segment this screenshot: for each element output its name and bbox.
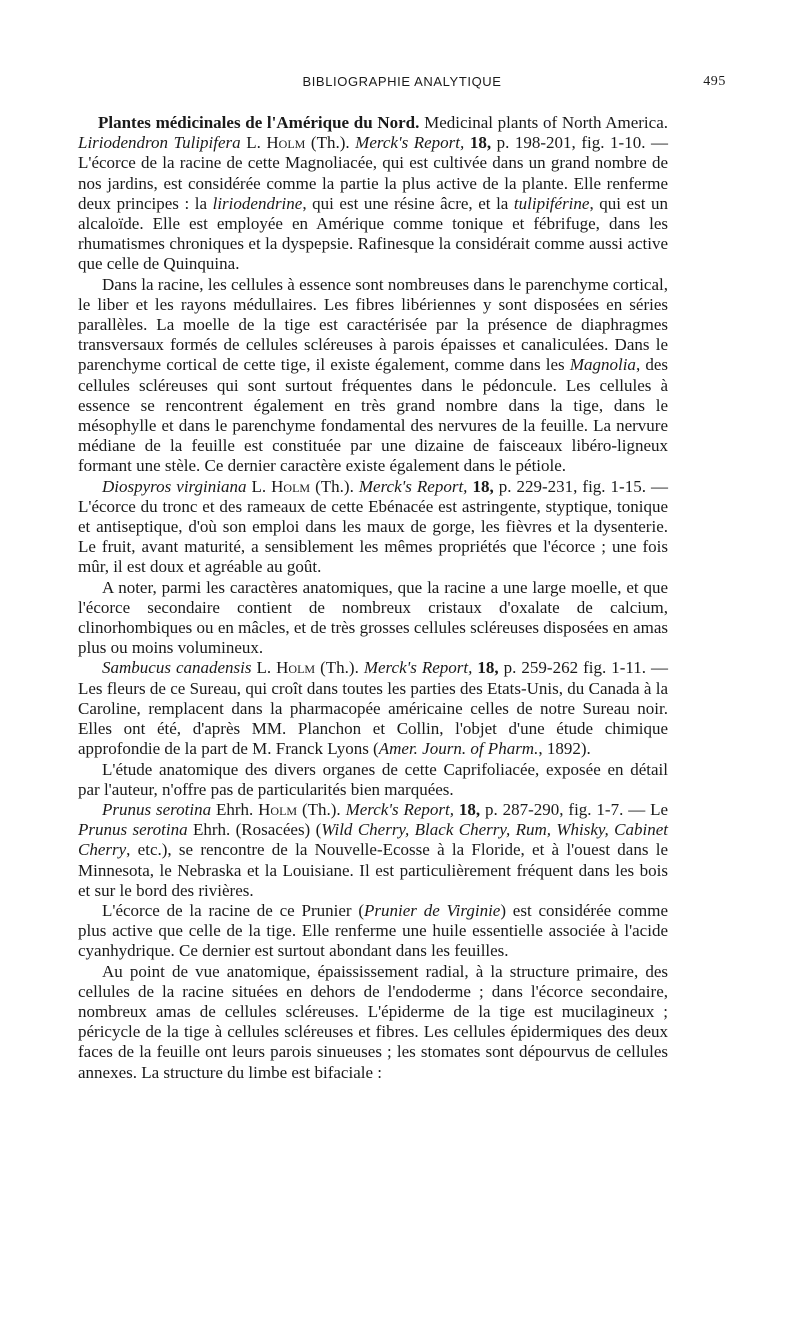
text-run: Dans la racine, les cellules à essence sont nombreuses dans le parenchyme cortical, le liber et les rayons médullaires. Les fibres libériennes y sont disposées en séries parallèles. La moelle de la tige est caractérisée par la présence de diaphragmes transversaux formés de cellules scléreuses à parois épaisses et canaliculées. Dans le parenchyme cortical de cette tige, il existe également, comme dans les	[78, 274, 668, 375]
text-run: p. 229-231, fig. 1-15. — L'écorce du tronc et des rameaux de cette Ebénacée est astringente, styptique, tonique et antiseptique, d'où son emploi dans les maux de gorge, les fièvres et la dysenterie. Le fruit, avant maturité, a sensiblement les mêmes propriétés que l'écorce ; une fois mûr, il est doux et agréable au goût.	[78, 476, 668, 577]
common-name: Prunier de Virginie	[364, 900, 501, 920]
body-text	[78, 113, 668, 1083]
author-name: Holm	[258, 799, 298, 819]
journal-name: Merck's Report,	[355, 133, 465, 153]
species-name: Prunus serotina	[102, 799, 212, 819]
species-name: Prunus serotina	[78, 820, 188, 840]
paragraph-anatomy-sambucus	[78, 760, 668, 800]
species-name: Diospyros virginiana	[102, 476, 247, 496]
running-head	[78, 74, 726, 96]
paragraph-anatomy-liriodendron	[78, 275, 668, 477]
page-number: 495	[703, 74, 726, 89]
text-run: p. 287-290, fig. 1-7. — Le	[480, 799, 669, 819]
paragraph-sambucus	[78, 658, 668, 759]
journal-name: Merck's Report,	[345, 799, 454, 819]
text-run: , 1892).	[538, 739, 591, 759]
text-run: L'écorce de la racine de ce Prunier (	[102, 900, 365, 920]
text-run: , des cellules scléreuses qui sont surtout fréquentes dans le pédoncule. Les cellules à essence se rencontrent également en très grand nombre dans la tige, dans le mésophylle et dans le parenchyme fondamental des nervures de la feuille. La nervure médiane de la feuille est constituée par une dizaine de faisceaux libéro-ligneux formant une stèle. Ce dernier caractère existe également dans le pétiole.	[78, 355, 668, 476]
common-names: Wild Cherry, Black Cherry, Rum, Whisky, Cabinet Cherry	[78, 820, 668, 860]
author-name: Holm	[271, 476, 311, 496]
volume-number: 18,	[458, 799, 481, 819]
journal-reference: Amer. Journ. of Pharm.	[378, 739, 539, 759]
text-run: Ehrh.	[211, 799, 259, 819]
text-run: , etc.), se rencontre de la Nouvelle-Ecosse à la Floride, et à l'ouest dans le Minnesota, le Nebraska et la Louisiane. Il est particulièrement fréquent dans les bois et sur le bord des rivières.	[78, 840, 668, 900]
text-run: L.	[246, 476, 272, 496]
author-name: Holm	[276, 658, 316, 678]
paragraph-diospyros	[78, 477, 668, 578]
compound-name: liriodendrine	[212, 193, 303, 213]
volume-number: 18,	[469, 133, 492, 153]
author-name: Holm	[266, 133, 306, 153]
text-run: Au point de vue anatomique, épaississement radial, à la structure primaire, des cellules de la racine situées en dehors de l'endoderme ; dans l'écorce secondaire, nombreux amas de cellules scléreuses. L'épiderme de la tige est mucilagineux ; péricycle de la tige à cellules scléreuses et fibres. Les cellules épidermiques des deux faces de la feuille ont leurs parois sinueuses ; les stomates sont dépourvus de cellules annexes. La structure du limbe est bifaciale :	[78, 961, 668, 1082]
text-run: L'étude anatomique des divers organes de cette Caprifoliacée, exposée en détail par l'auteur, n'offre pas de particularités bien marquées.	[78, 759, 668, 799]
text-run: , qui est une résine âcre, et la	[302, 193, 514, 213]
species-name: Sambucus canadensis	[102, 658, 252, 678]
text-run: L.	[240, 133, 267, 153]
paragraph-anatomy-prunus	[78, 962, 668, 1083]
volume-number: 18,	[472, 476, 494, 496]
volume-number: 18,	[477, 658, 499, 678]
journal-name: Merck's Report,	[358, 476, 468, 496]
text-run: Ehrh. (Rosacées) (	[187, 820, 322, 840]
species-name: Liriodendron Tulipifera	[78, 133, 241, 153]
text-run: (Th.).	[315, 658, 364, 678]
text-run: Medicinal plants of North America.	[424, 113, 668, 132]
compound-name: tulipiférine	[513, 193, 590, 213]
section-heading: Plantes médicinales de l'Amérique du Nord.	[98, 113, 420, 132]
paragraph-liriodendron	[78, 113, 668, 275]
paragraph-anatomy-diospyros	[78, 578, 668, 659]
text-run: A noter, parmi les caractères anatomiques, que la racine a une large moelle, et que l'écorce secondaire contient de nombreux cristaux d'oxalate de calcium, clinorhombiques ou en mâcles, et de très grosses cellules scléreuses disposées en amas plus ou moins volumineux.	[78, 577, 668, 658]
text-run: (Th.).	[310, 476, 359, 496]
paragraph-prunus-bark	[78, 901, 668, 962]
text-run: p. 259-262 fig. 1-11. — Les fleurs de ce Sureau, qui croît dans toutes les parties des Etats-Unis, du Canada à la Caroline, remplacent dans la pharmacopée américaine celles de notre Sureau noir. Elles ont été, d'après MM. Planchon et Collin, l'objet d'une étude chimique approfondie de la part de M. Franck Lyons (	[78, 658, 669, 759]
text-run: p. 198-201, fig. 1-10. — L'écorce de la racine de cette Magnoliacée, qui est cultivée dans un grand nombre de nos jardins, est considérée comme la partie la plus active de la plante. Elle renferme deux principes : la	[78, 133, 668, 213]
text-run: (Th.).	[305, 133, 356, 153]
text-run: (Th.).	[297, 799, 346, 819]
genus-name: Magnolia	[569, 355, 636, 375]
text-run: , qui est un alcaloïde. Elle est employée en Amérique comme tonique et fébrifuge, dans les rhumatismes chroniques et la dyspepsie. Rafinesque la considérait comme aussi active que celle de Quinquina.	[78, 193, 668, 274]
running-head-title: BIBLIOGRAPHIE ANALYTIQUE	[302, 74, 502, 89]
text-run: L.	[251, 658, 277, 678]
paragraph-prunus	[78, 800, 668, 901]
journal-name: Merck's Report,	[363, 658, 473, 678]
text-run: ) est considérée comme plus active que celle de la tige. Elle renferme une huile essentielle associée à l'acide cyanhydrique. Ce dernier est surtout abondant dans les feuilles.	[78, 900, 668, 961]
